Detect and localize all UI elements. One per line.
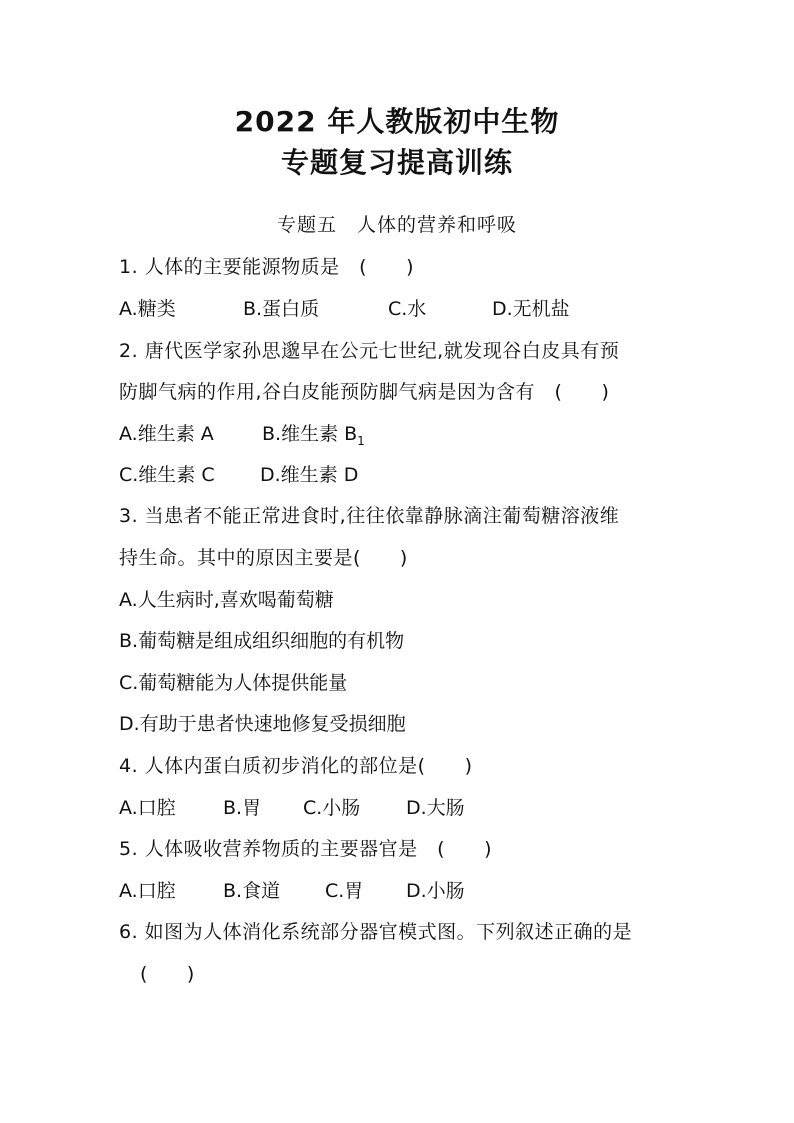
question-4-option-b: B.胃 bbox=[223, 797, 262, 819]
question-4-stem: 4. 人体内蛋白质初步消化的部位是( ) bbox=[119, 755, 473, 777]
question-1-option-c: C.水 bbox=[388, 298, 427, 320]
question-1-option-d: D.无机盐 bbox=[492, 298, 570, 320]
section-heading: 专题五 人体的营养和呼吸 bbox=[276, 214, 517, 236]
question-3-option-b: B.葡萄糖是组成组织细胞的有机物 bbox=[119, 630, 405, 652]
document-title-line2: 专题复习提高训练 bbox=[280, 146, 513, 179]
question-1-option-b: B.蛋白质 bbox=[243, 298, 320, 320]
question-3-stem-line1: 3. 当患者不能正常进食时,往往依靠静脉滴注葡萄糖溶液维 bbox=[119, 505, 620, 527]
question-5-option-b: B.食道 bbox=[223, 880, 281, 902]
option-b-subscript: 1 bbox=[357, 433, 365, 448]
question-3-option-c: C.葡萄糖能为人体提供能量 bbox=[119, 672, 348, 694]
question-2-option-b: B.维生素 $B_1$ bbox=[262, 423, 365, 448]
question-5-stem: 5. 人体吸收营养物质的主要器官是 ( ) bbox=[119, 838, 492, 860]
question-2-option-c: C.维生素 C bbox=[119, 464, 215, 486]
question-2-option-d: D.维生素 D bbox=[260, 464, 359, 486]
question-4-option-d: D.大肠 bbox=[406, 797, 465, 819]
document-title-line1: 2022 年人教版初中生物 bbox=[234, 105, 560, 138]
question-1-option-a: A.糖类 bbox=[119, 298, 176, 320]
question-6-stem-line2: ( ) bbox=[140, 963, 195, 985]
question-2-option-a: A.维生素 A bbox=[119, 423, 214, 445]
question-4-option-c: C.小肠 bbox=[303, 797, 361, 819]
question-3-option-a: A.人生病时,喜欢喝葡萄糖 bbox=[119, 589, 334, 611]
question-5-option-c: C.胃 bbox=[325, 880, 364, 902]
question-2-stem-line1: 2. 唐代医学家孙思邈早在公元七世纪,就发现谷白皮具有预 bbox=[119, 340, 620, 362]
question-3-stem-line2: 持生命。其中的原因主要是( ) bbox=[119, 547, 408, 569]
question-5-option-a: A.口腔 bbox=[119, 880, 176, 902]
question-2-stem-line2: 防脚气病的作用,谷白皮能预防脚气病是因为含有 ( ) bbox=[119, 381, 610, 403]
question-3-option-d: D.有助于患者快速地修复受损细胞 bbox=[119, 713, 406, 735]
question-4-option-a: A.口腔 bbox=[119, 797, 176, 819]
question-1-stem: 1. 人体的主要能源物质是 ( ) bbox=[119, 256, 414, 278]
question-6-stem-line1: 6. 如图为人体消化系统部分器官模式图。下列叙述正确的是 bbox=[119, 921, 633, 943]
question-5-option-d: D.小肠 bbox=[406, 880, 465, 902]
